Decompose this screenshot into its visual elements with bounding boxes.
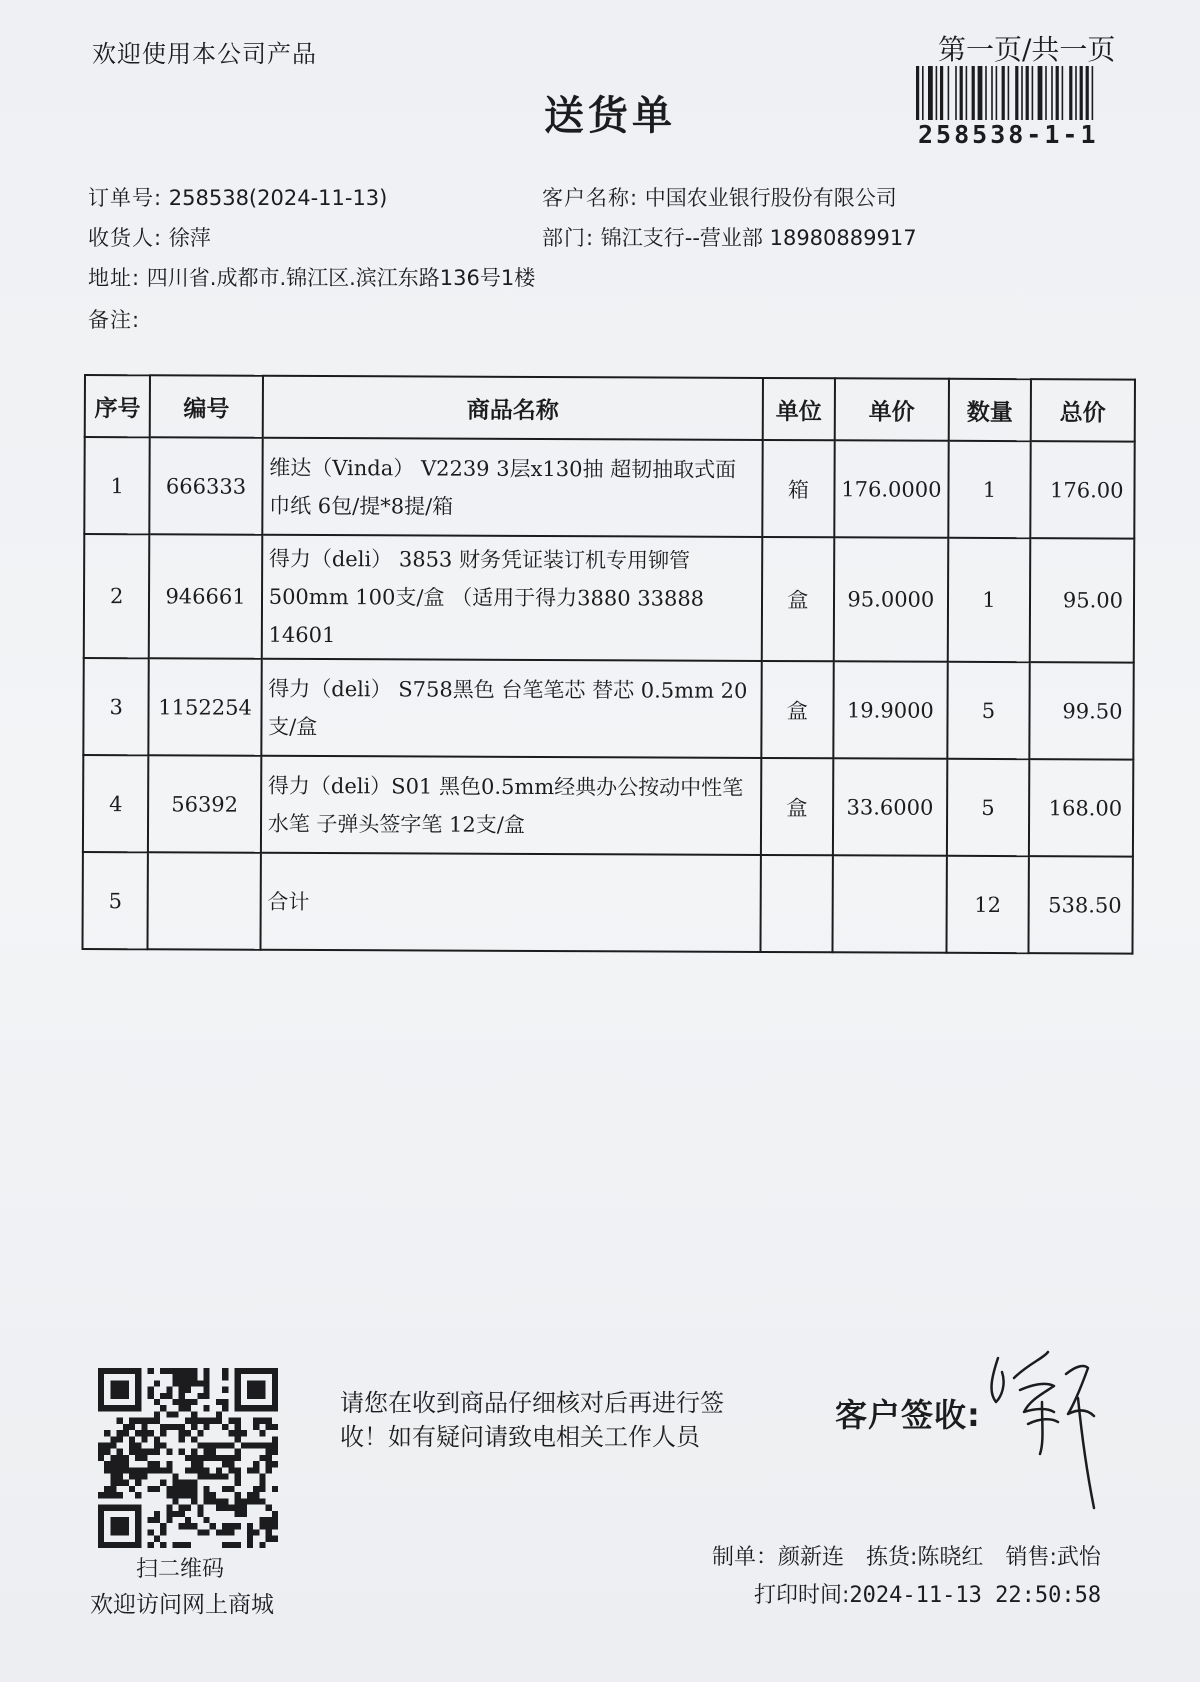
header-unit: 单位 xyxy=(763,378,835,440)
table-row xyxy=(84,534,1135,663)
cell-price: 176.0000 xyxy=(834,440,949,537)
customer-value: 中国农业银行股份有限公司 xyxy=(644,186,897,210)
cell-code: 1152254 xyxy=(149,658,262,755)
table-row xyxy=(84,437,1134,539)
receiver xyxy=(88,222,211,252)
cell-name: 得力（deli） 3853 财务凭证装订机专用铆管 500mm 100支/盒 （适用于得力3880 33888 14601 xyxy=(261,535,762,661)
cell-price: 95.0000 xyxy=(833,537,948,661)
cell-unit: 盒 xyxy=(762,537,834,661)
header-total: 总价 xyxy=(1030,379,1135,441)
header-name: 商品名称 xyxy=(262,376,763,440)
cell-unit: 盒 xyxy=(761,758,833,855)
seller-name: 销售:武怡 xyxy=(1005,1545,1101,1570)
summary-qty: 12 xyxy=(947,856,1029,953)
qr-caption-scan: 扫二维码 xyxy=(136,1557,225,1582)
cell-qty: 1 xyxy=(948,441,1030,538)
receiver-value: 徐萍 xyxy=(168,226,211,250)
qr-caption-mall: 欢迎访问网上商城 xyxy=(90,1592,274,1618)
header-seq: 序号 xyxy=(85,375,151,437)
table-row xyxy=(83,658,1133,760)
cell-seq: 3 xyxy=(83,658,149,755)
print-time-value: 2024-11-13 22:50:58 xyxy=(849,1583,1102,1608)
items-table xyxy=(81,374,1136,955)
header-code: 编号 xyxy=(150,375,263,437)
note-label: 备注: xyxy=(88,308,141,332)
page-title: 送货单 xyxy=(544,93,676,139)
staff-line xyxy=(712,1540,1101,1571)
cell-name: 得力（deli） S758黑色 台笔笔芯 替芯 0.5mm 20支/盒 xyxy=(261,659,762,758)
order-number xyxy=(88,182,387,212)
cell-total: 176.00 xyxy=(1030,441,1135,538)
cell-seq: 1 xyxy=(84,437,150,534)
order-value: 258538(2024-11-13) xyxy=(168,186,388,210)
cell-name: 维达（Vinda） V2239 3层x130抽 超韧抽取式面巾纸 6包/提*8提/箱 xyxy=(262,438,763,537)
order-label: 订单号: xyxy=(88,186,163,210)
cell-code: 56392 xyxy=(148,755,261,852)
table-header-row xyxy=(85,375,1135,442)
cell-unit xyxy=(761,855,833,952)
address xyxy=(88,262,535,292)
cell-code xyxy=(148,852,261,949)
cell-code: 946661 xyxy=(149,534,262,658)
dept-label: 部门: xyxy=(542,226,595,250)
note xyxy=(88,304,140,334)
cell-unit: 箱 xyxy=(762,440,834,537)
department xyxy=(542,222,917,252)
cell-total: 168.00 xyxy=(1029,759,1134,856)
welcome-text: 欢迎使用本公司产品 xyxy=(92,40,317,68)
receiver-label: 收货人: xyxy=(88,226,163,250)
cell-name: 得力（deli）S01 黑色0.5mm经典办公按动中性笔水笔 子弹头签字笔 12支/盒 xyxy=(261,756,762,855)
cell-price: 19.9000 xyxy=(833,661,948,758)
customer-name xyxy=(542,182,897,212)
maker-name: 制单：颜新连 xyxy=(712,1545,845,1570)
cell-qty: 1 xyxy=(948,538,1030,662)
cell-seq: 5 xyxy=(82,852,148,949)
print-time-label: 打印时间: xyxy=(754,1583,850,1608)
page-count: 第一页/共一页 xyxy=(938,33,1116,66)
cell-total: 99.50 xyxy=(1029,662,1134,759)
address-label: 地址: xyxy=(88,266,141,290)
cell-total: 95.00 xyxy=(1030,538,1135,662)
cell-price: 33.6000 xyxy=(833,758,948,855)
header-price: 单价 xyxy=(834,378,949,440)
cell-seq: 2 xyxy=(84,534,150,658)
table-row xyxy=(83,755,1133,857)
qr-code-icon xyxy=(98,1368,278,1548)
cell-price xyxy=(832,855,947,952)
summary-row xyxy=(82,852,1132,954)
address-value: 四川省.成都市.锦江区.滨江东路136号1楼 xyxy=(146,266,536,290)
verification-notice: 请您在收到商品仔细核对后再进行签收！如有疑问请致电相关工作人员 xyxy=(340,1389,724,1451)
cell-qty: 5 xyxy=(947,759,1029,856)
summary-total: 538.50 xyxy=(1028,856,1133,953)
cell-unit: 盒 xyxy=(762,661,834,758)
cell-seq: 4 xyxy=(83,755,149,852)
barcode-number: 258538-1-1 xyxy=(918,120,1099,149)
picker-name: 拣货:陈晓红 xyxy=(866,1545,984,1570)
summary-label: 合计 xyxy=(260,853,761,952)
customer-signature-label: 客户签收: xyxy=(835,1396,981,1434)
customer-label: 客户名称: xyxy=(542,186,639,210)
print-time xyxy=(754,1578,1101,1609)
cell-qty: 5 xyxy=(947,662,1029,759)
header-qty: 数量 xyxy=(949,379,1031,441)
handwritten-signature-icon xyxy=(984,1338,1104,1518)
cell-code: 666333 xyxy=(150,437,263,534)
dept-value: 锦江支行--营业部 18980889917 xyxy=(600,226,917,250)
